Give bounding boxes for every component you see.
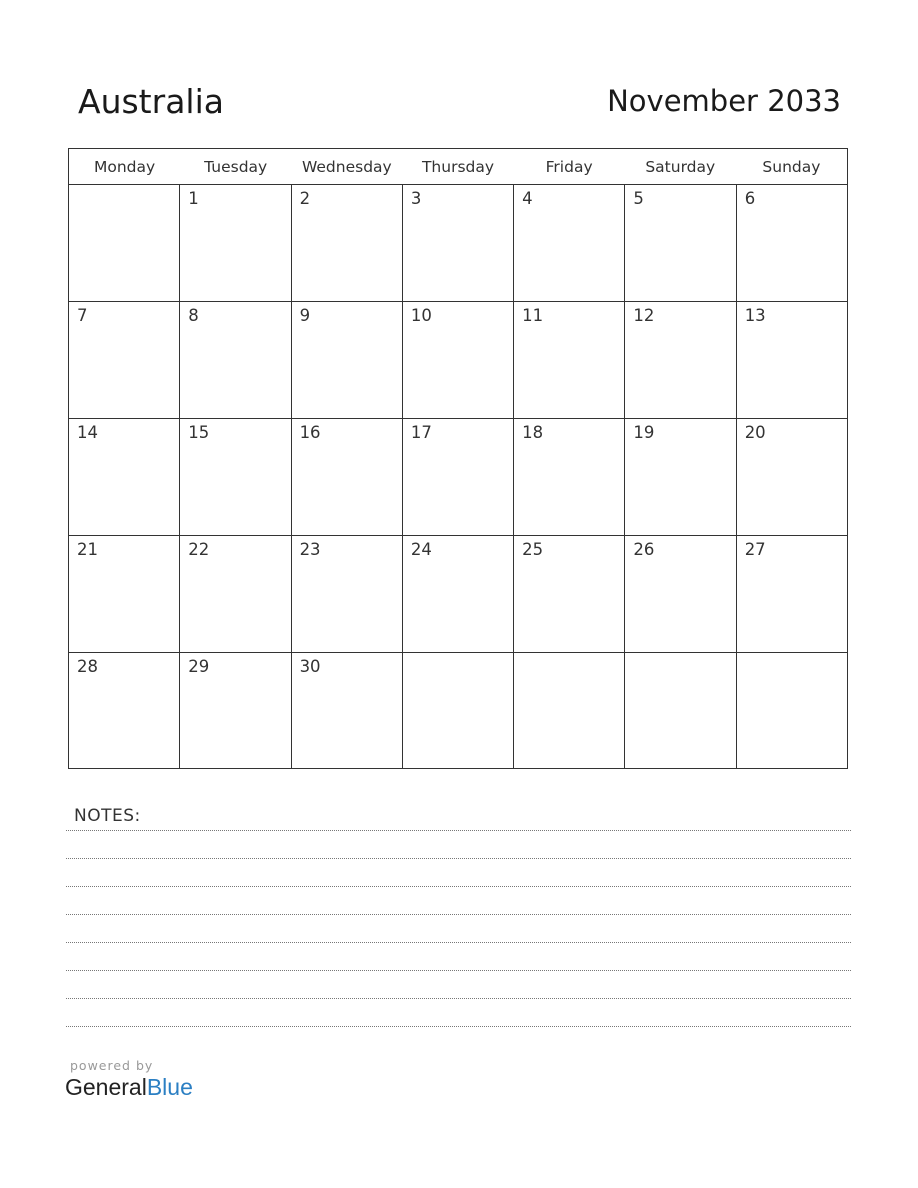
day-cell <box>625 185 736 301</box>
day-number: 3 <box>410 189 422 208</box>
weekday-header-row <box>69 149 847 185</box>
day-number: 24 <box>410 540 432 559</box>
month-year-title: November 2033 <box>607 84 841 118</box>
day-number: 25 <box>522 540 544 559</box>
day-number: 2 <box>299 189 311 208</box>
weekday-saturday: Saturday <box>645 158 716 176</box>
day-cell <box>737 302 847 418</box>
day-number: 15 <box>188 423 210 442</box>
weekday-friday: Friday <box>545 158 593 176</box>
week-row-5 <box>69 653 847 768</box>
day-cell <box>737 536 847 652</box>
day-cell <box>514 653 625 768</box>
day-cell <box>69 419 180 535</box>
day-number: 8 <box>188 306 199 325</box>
week-row-2 <box>69 302 847 419</box>
day-cell <box>514 419 625 535</box>
day-number: 26 <box>633 540 655 559</box>
note-line <box>66 886 851 887</box>
day-number: 18 <box>522 423 544 442</box>
weekday-thursday: Thursday <box>421 158 495 176</box>
day-cell <box>403 419 514 535</box>
day-cell <box>625 653 736 768</box>
day-number: 10 <box>410 306 432 325</box>
day-number: 30 <box>299 657 321 676</box>
week-row-4 <box>69 536 847 653</box>
day-number: 1 <box>188 189 199 208</box>
day-cell <box>69 653 180 768</box>
weekday-sunday: Sunday <box>762 158 821 176</box>
day-cell <box>69 536 180 652</box>
day-cell <box>403 185 514 301</box>
day-cell <box>292 185 403 301</box>
day-cell <box>514 536 625 652</box>
day-cell <box>625 419 736 535</box>
note-line <box>66 998 851 999</box>
day-cell <box>180 302 291 418</box>
day-number: 9 <box>299 306 311 325</box>
day-cell <box>69 302 180 418</box>
day-cell <box>737 419 847 535</box>
note-line <box>66 858 851 859</box>
day-cell <box>292 653 403 768</box>
calendar-grid <box>68 148 848 769</box>
brand-general-text: General <box>65 1074 147 1100</box>
day-cell <box>403 302 514 418</box>
day-number: 6 <box>744 189 756 208</box>
day-number: 20 <box>744 423 766 442</box>
day-number: 29 <box>188 657 210 676</box>
day-cell <box>292 302 403 418</box>
day-cell <box>737 653 847 768</box>
day-cell <box>514 302 625 418</box>
day-cell <box>737 185 847 301</box>
powered-by-text: powered by <box>70 1058 154 1073</box>
day-cell <box>180 653 291 768</box>
day-number: 7 <box>77 306 88 325</box>
day-number: 16 <box>299 423 321 442</box>
note-line <box>66 1026 851 1027</box>
day-cell <box>69 185 180 301</box>
day-cell <box>625 302 736 418</box>
day-number: 22 <box>188 540 210 559</box>
day-number: 23 <box>299 540 321 559</box>
day-cell <box>180 536 291 652</box>
note-line <box>66 830 851 831</box>
day-number: 11 <box>522 306 544 325</box>
day-number: 27 <box>744 540 766 559</box>
day-cell <box>292 419 403 535</box>
generalblue-logo <box>65 1074 193 1101</box>
day-number: 14 <box>77 423 98 442</box>
day-number: 17 <box>410 423 432 442</box>
weekday-tuesday: Tuesday <box>204 158 268 176</box>
weekday-wednesday: Wednesday <box>301 158 392 176</box>
notes-label: NOTES: <box>74 806 141 826</box>
day-number: 21 <box>77 540 98 559</box>
day-cell <box>403 653 514 768</box>
week-row-3 <box>69 419 847 536</box>
day-cell <box>180 419 291 535</box>
note-line <box>66 942 851 943</box>
day-cell <box>403 536 514 652</box>
day-number: 4 <box>522 189 533 208</box>
day-cell <box>625 536 736 652</box>
day-cell <box>514 185 625 301</box>
note-line <box>66 914 851 915</box>
weekday-monday: Monday <box>93 158 156 176</box>
brand-blue-text: Blue <box>146 1074 193 1100</box>
country-title: Australia <box>78 82 224 121</box>
note-line <box>66 970 851 971</box>
day-number: 13 <box>744 306 766 325</box>
day-cell <box>180 185 291 301</box>
day-number: 12 <box>633 306 655 325</box>
day-cell <box>292 536 403 652</box>
day-number: 19 <box>633 423 655 442</box>
day-number: 28 <box>77 657 98 676</box>
day-number: 5 <box>633 189 644 208</box>
week-row-1 <box>69 185 847 302</box>
